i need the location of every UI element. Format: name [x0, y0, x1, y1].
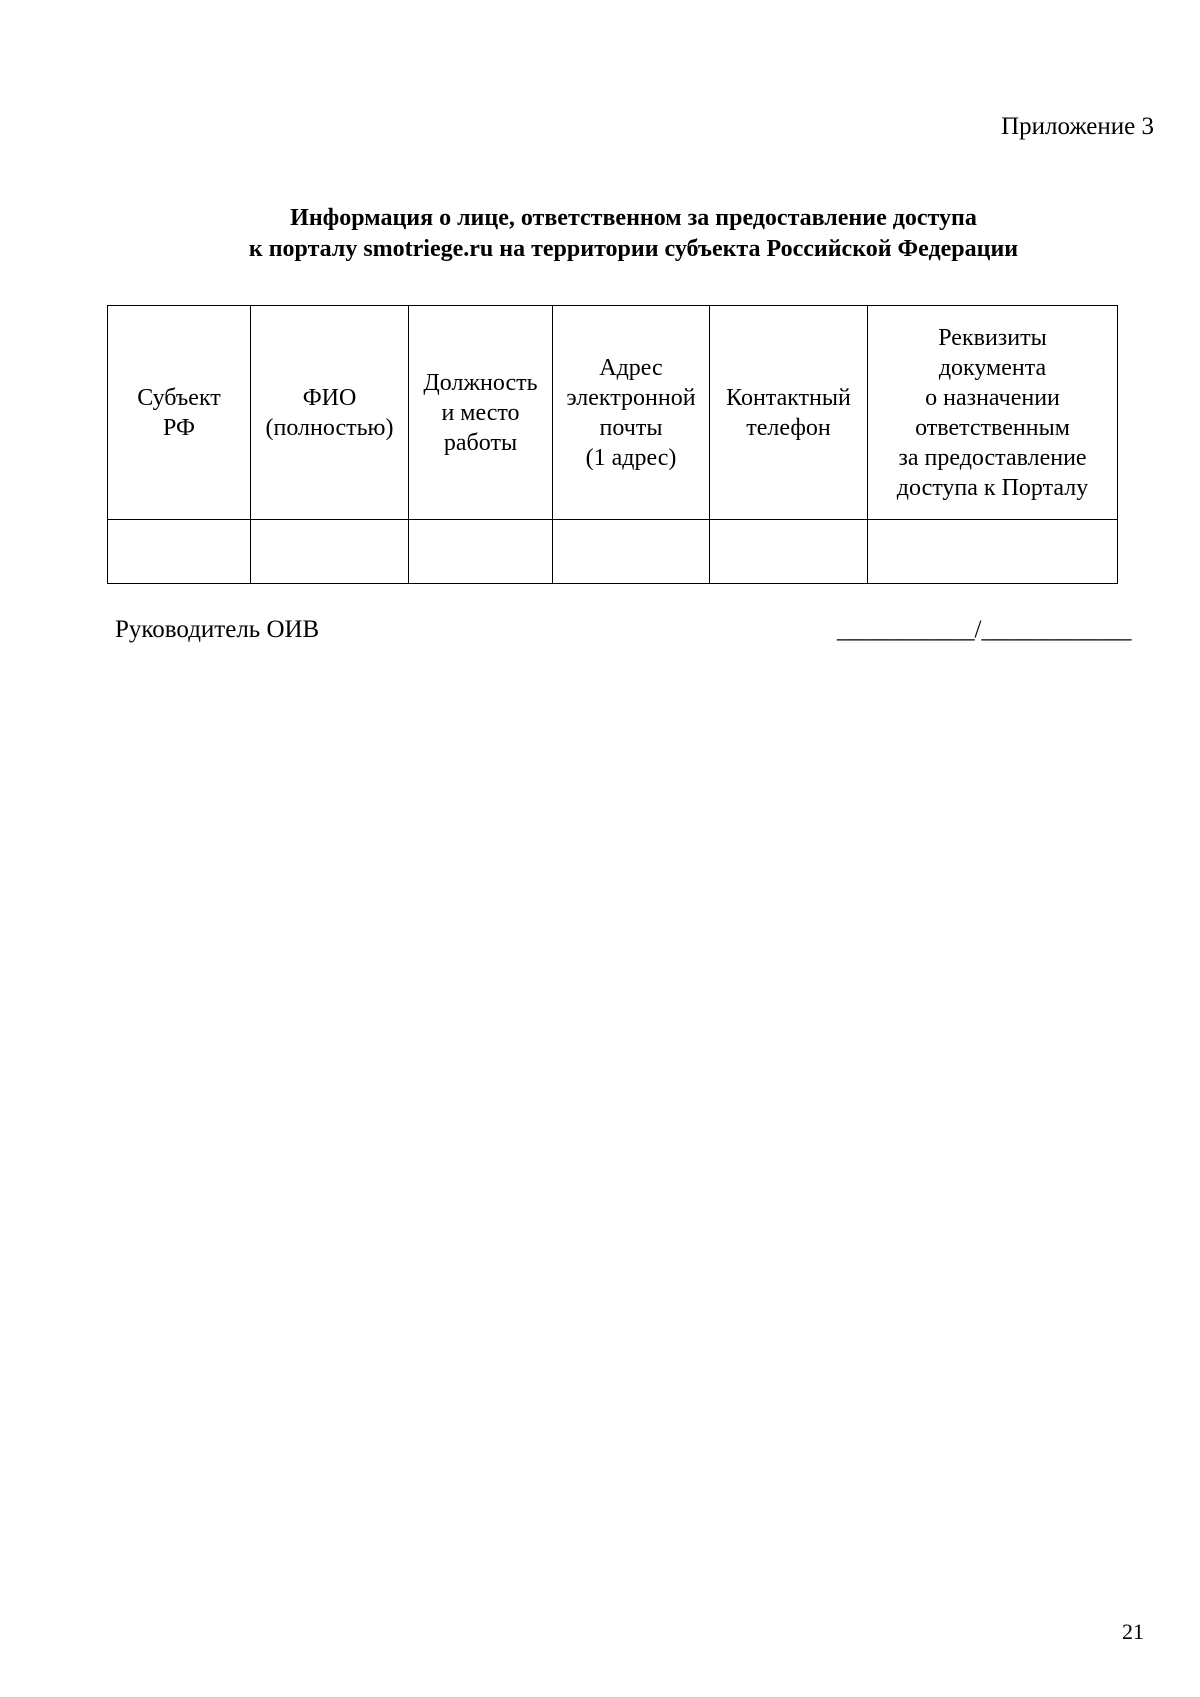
- signer-label: Руководитель ОИВ: [115, 616, 320, 643]
- header-line: работы: [443, 429, 518, 456]
- header-phone: [710, 306, 868, 520]
- header-position: [409, 306, 553, 520]
- annex-label: Приложение 3: [1001, 113, 1154, 140]
- header-line: ответственным: [915, 414, 1070, 441]
- responsible-person-table: [107, 305, 1118, 584]
- document-title: [0, 203, 1200, 265]
- cell-phone: [710, 520, 868, 584]
- header-line: электронной: [566, 384, 696, 411]
- title-line-2: к порталу smotriege.ru на территории субъекта Российской Федерации: [248, 236, 1019, 262]
- header-email: [553, 306, 710, 520]
- header-line: Адрес: [599, 354, 663, 381]
- title-line-1: Информация о лице, ответственном за предоставление доступа: [290, 205, 977, 231]
- header-line: доступа к Порталу: [896, 474, 1089, 501]
- header-line: Субъект: [137, 384, 221, 411]
- header-line: и место: [441, 399, 520, 426]
- header-appointment-document: [868, 306, 1118, 520]
- header-line: ФИО: [302, 384, 357, 411]
- header-line: Контактный: [726, 384, 851, 411]
- header-line: почты: [599, 414, 663, 441]
- header-line: (1 адрес): [585, 444, 677, 471]
- header-line: (полностью): [265, 414, 394, 441]
- cell-email: [553, 520, 710, 584]
- cell-subject: [108, 520, 251, 584]
- page-number: 21: [1122, 1619, 1144, 1644]
- header-line: РФ: [163, 414, 195, 441]
- table-header-row: [108, 306, 1118, 520]
- cell-appointment-document: [868, 520, 1118, 584]
- header-line: документа: [938, 354, 1047, 381]
- signature-line: ___________/____________: [837, 616, 1132, 643]
- cell-full-name: [251, 520, 409, 584]
- cell-position: [409, 520, 553, 584]
- header-subject: [108, 306, 251, 520]
- header-line: Должность: [423, 369, 538, 396]
- header-line: Реквизиты: [938, 324, 1047, 351]
- table-row: [108, 520, 1118, 584]
- header-full-name: [251, 306, 409, 520]
- header-line: за предоставление: [898, 444, 1087, 471]
- header-line: телефон: [746, 414, 831, 441]
- header-line: о назначении: [925, 384, 1060, 411]
